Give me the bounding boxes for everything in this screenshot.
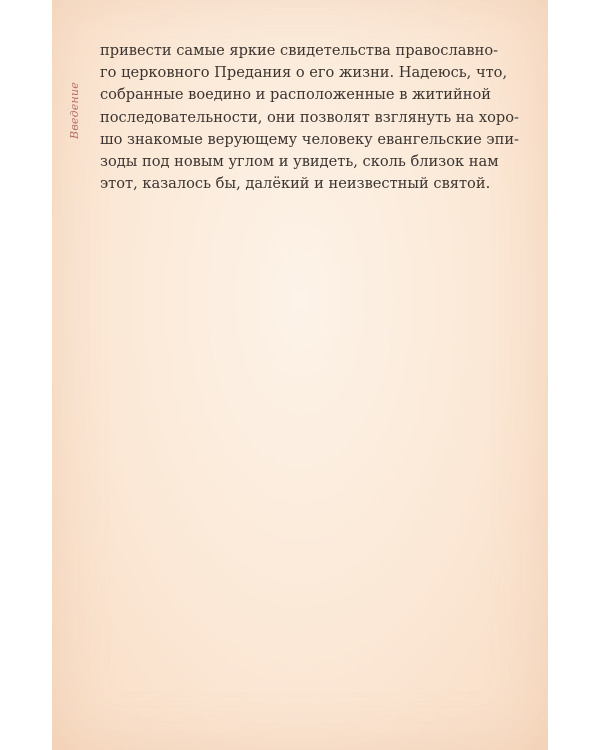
text-line: собранные воедино и расположенные в житийной (100, 86, 491, 104)
running-head-label: Введение (67, 81, 81, 139)
text-line: го церковного Предания о его жизни. Надеюсь, что, (100, 64, 508, 82)
text-line: привести самые яркие свидетельства православно- (100, 42, 499, 59)
text-line: этот, казалось бы, далёкий и неизвестный святой. (100, 175, 491, 193)
body-paragraph (100, 40, 519, 195)
text-line: зоды под новым углом и увидеть, сколь близок нам (100, 153, 499, 171)
text-line: последовательности, они позволят взглянуть на хоро- (100, 108, 519, 126)
running-head (64, 80, 84, 140)
text-line: шо знакомые верующему человеку евангельские эпи- (100, 130, 519, 148)
